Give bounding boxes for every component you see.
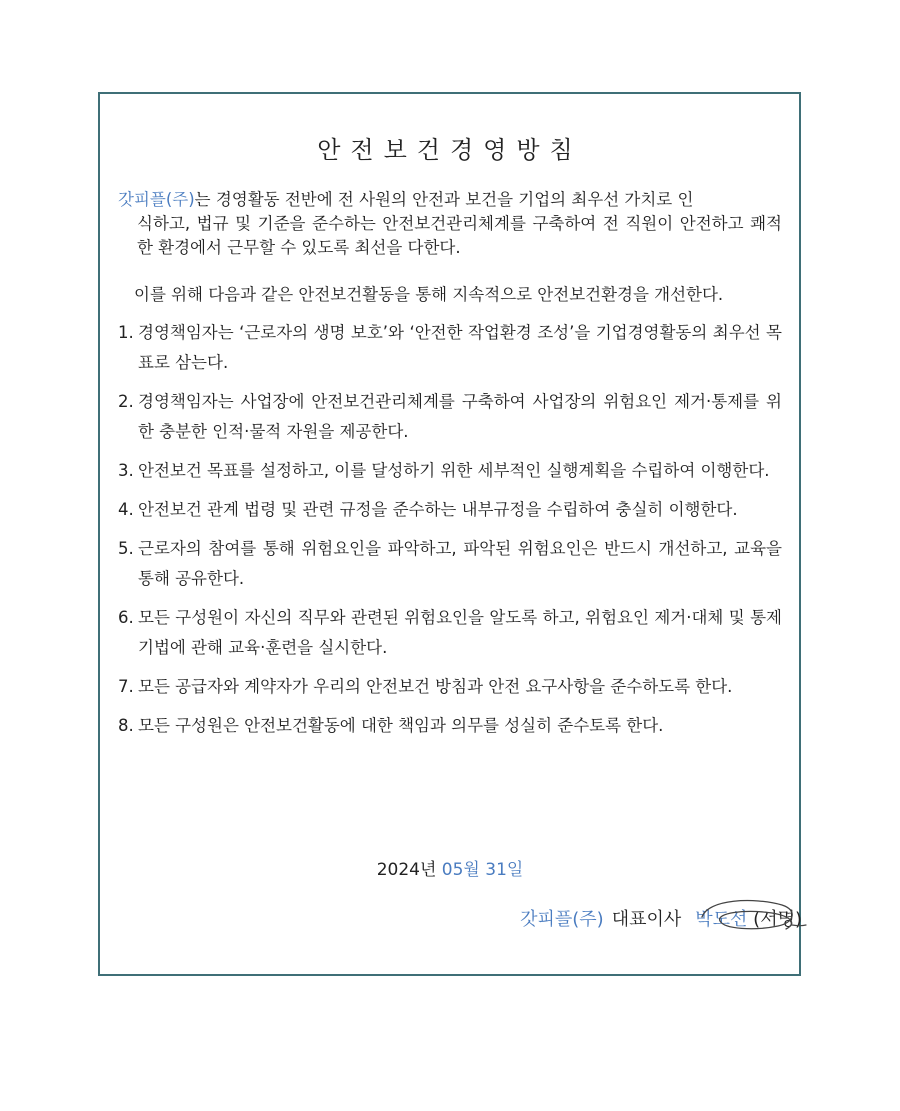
policy-item-number: 2. bbox=[118, 392, 134, 411]
intro-first-line bbox=[118, 188, 782, 212]
lead-sentence: 이를 위해 다음과 같은 안전보건활동을 통해 지속적으로 안전보건환경을 개선한다. bbox=[134, 285, 724, 304]
policy-item bbox=[118, 603, 782, 663]
policy-item bbox=[118, 534, 782, 594]
policy-item-text: 경영책임자는 사업장에 안전보건관리체계를 구축하여 사업장의 위험요인 제거·통제를 위한 충분한 인적·물적 자원을 제공한다. bbox=[138, 392, 782, 441]
policy-item-text: 안전보건 관계 법령 및 관련 규정을 준수하는 내부규정을 수립하여 충실히 이행한다. bbox=[138, 500, 738, 519]
signature-company: 갓피플(주) bbox=[520, 909, 604, 930]
intro-company-name: 갓피플(주) bbox=[118, 190, 195, 209]
policy-item-text: 모든 구성원은 안전보건활동에 대한 책임과 의무를 성실히 준수토록 한다. bbox=[138, 716, 664, 735]
intro-text-first: 는 경영활동 전반에 전 사원의 안전과 보건을 기업의 최우선 가치로 인 bbox=[194, 190, 694, 209]
policy-item-number: 5. bbox=[118, 539, 134, 558]
handwritten-signature-icon bbox=[694, 893, 814, 938]
policy-item bbox=[118, 672, 782, 702]
policy-item bbox=[118, 495, 782, 525]
signature-title: 대표이사 bbox=[611, 909, 682, 930]
policy-item bbox=[118, 318, 782, 378]
date-month: 05월 bbox=[441, 860, 480, 880]
policy-item-text: 안전보건 목표를 설정하고, 이를 달성하기 위한 세부적인 실행계획을 수립하여 이행한다. bbox=[138, 461, 770, 480]
policy-item-number: 1. bbox=[118, 323, 134, 342]
intro-paragraph bbox=[118, 188, 782, 260]
policy-item-number: 6. bbox=[118, 608, 134, 627]
signature-seal-label: (서명) bbox=[753, 909, 802, 930]
signature-name: 박도선 bbox=[695, 909, 748, 930]
page-title: 안전보건경영방침 bbox=[317, 136, 583, 164]
date-year: 2024년 bbox=[376, 860, 437, 880]
policy-item-number: 8. bbox=[118, 716, 134, 735]
policy-item bbox=[118, 456, 782, 486]
policy-item-text: 근로자의 참여를 통해 위험요인을 파악하고, 파악된 위험요인은 반드시 개선하고, 교육을 통해 공유한다. bbox=[138, 539, 782, 588]
date-day: 31일 bbox=[485, 860, 524, 880]
policy-item-text: 경영책임자는 ‘근로자의 생명 보호’와 ‘안전한 작업환경 조성’을 기업경영활동의 최우선 목표로 삼는다. bbox=[138, 323, 782, 372]
policy-item bbox=[118, 387, 782, 447]
policy-list bbox=[118, 318, 782, 750]
document-date bbox=[0, 855, 900, 880]
policy-item bbox=[118, 711, 782, 741]
policy-item-number: 3. bbox=[118, 461, 134, 480]
policy-item-text: 모든 구성원이 자신의 직무와 관련된 위험요인을 알도록 하고, 위험요인 제거·대체 및 통제기법에 관해 교육·훈련을 실시한다. bbox=[138, 608, 782, 657]
policy-item-number: 7. bbox=[118, 677, 134, 696]
intro-text-rest: 식하고, 법규 및 기준을 준수하는 안전보건관리체계를 구축하여 전 직원이 안전하고 쾌적한 환경에서 근무할 수 있도록 최선을 다한다. bbox=[137, 214, 782, 257]
policy-item-number: 4. bbox=[118, 500, 134, 519]
policy-item-text: 모든 공급자와 계약자가 우리의 안전보건 방침과 안전 요구사항을 준수하도록 한다. bbox=[138, 677, 733, 696]
